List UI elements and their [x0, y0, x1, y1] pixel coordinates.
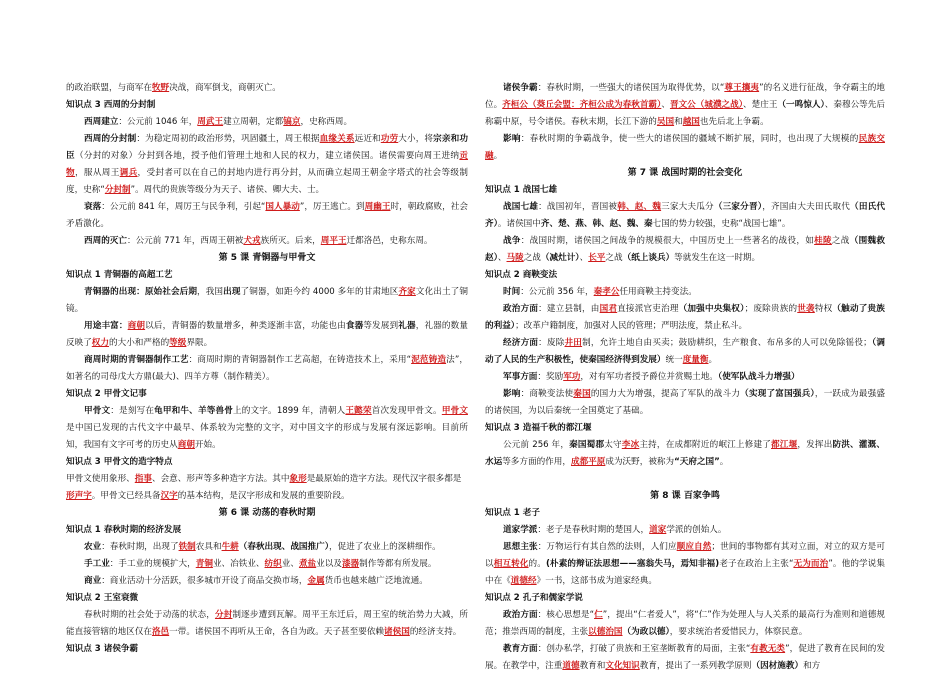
paragraph-seven-states	[485, 199, 885, 233]
lesson-title: 第 6 课 动荡的春秋时期	[218, 508, 316, 518]
text: 决战，商军倒戈，商朝灭亡。	[169, 83, 281, 93]
keyword: 相互转化	[493, 559, 529, 569]
text: 之战	[523, 253, 541, 263]
bold-text: （触动了贵族的利益）	[485, 304, 885, 331]
text: 了铜器，如距今约 4000 多年的甘肃地区	[240, 287, 399, 297]
term: 西周的分封制	[84, 134, 137, 144]
keyword: 形声字	[66, 491, 92, 501]
text: 是中国已发现的古代文字中最早、体系较为完整的文字，对中国文字的形成与发展有深远影响。目前所知，我国有文字可考的历史从	[66, 423, 468, 450]
knowledge-point-heading: 知识点 3 造福千秋的都江堰	[485, 423, 592, 433]
keyword: 桂陵	[814, 236, 832, 246]
term: 战争	[503, 236, 521, 246]
keyword: 泥范铸造	[411, 355, 447, 365]
text: 界限。	[186, 338, 213, 348]
keyword: 无为而治	[793, 559, 829, 569]
keyword: 齐桓公（葵丘会盟：齐桓公成为春秋首霸）	[502, 100, 662, 110]
knowledge-point-heading: 知识点 3 甲骨文的造字特点	[66, 457, 173, 467]
text: 以后，青铜器的数量增多，种类逐渐丰富，功能也由	[145, 321, 346, 331]
keyword: 秦孝公	[593, 287, 620, 297]
paragraph-fall	[66, 233, 468, 250]
knowledge-point-heading: 知识点 2 甲骨文记事	[66, 389, 147, 399]
text: ，促进了农业上的深耕细作。	[329, 542, 441, 552]
text: 制逐步遭到瓦解。周平王东迁后，周王室的统治势力大减，所能直接管辖的地区仅在	[66, 610, 468, 637]
text: 、楚庄王	[743, 100, 778, 110]
paragraph-commerce	[66, 573, 468, 590]
keyword: 长平	[588, 253, 606, 263]
text: ：商业活动十分活跃，很多城市开设了商品交换市场，	[101, 576, 308, 586]
keyword: 血缘关系	[319, 134, 355, 144]
text: 直接派官吏治理	[617, 304, 679, 314]
keyword: 民族交融	[485, 134, 885, 161]
paragraph-dujiangyan	[485, 437, 885, 471]
text: 太守	[604, 440, 622, 450]
keyword: 铁制	[178, 542, 196, 552]
text: 农具和	[195, 542, 222, 552]
paragraph-taoism	[485, 522, 885, 539]
keyword: 王懿荣	[345, 406, 372, 416]
keyword: 仁	[594, 610, 603, 620]
text: ：是刻写在	[110, 406, 155, 416]
text: ”。周代的贵族等级分为天子、诸侯、卿大夫、士。	[130, 185, 325, 195]
text: ：创办私学，打破了贵族和王室垄断教育的局面，主张“	[537, 644, 751, 654]
text: 之战	[605, 253, 623, 263]
paragraph-character-methods	[66, 471, 468, 505]
keyword: 功劳	[380, 134, 399, 144]
keyword: 等级	[169, 338, 187, 348]
knowledge-point-heading: 知识点 2 商鞅变法	[485, 270, 558, 280]
text: ：公元前 1046 年，	[118, 117, 198, 127]
keyword: 周武王	[197, 117, 224, 127]
text: 和方	[803, 661, 821, 671]
keyword: 秦国	[573, 389, 591, 399]
keyword: 牛耕	[221, 542, 239, 552]
text: 法”，如著名的司母戊大方鼎(最大)、四羊方尊（制作精美）。	[66, 355, 468, 382]
keyword: 诸侯国	[384, 627, 410, 637]
text: 。诸侯国中	[497, 219, 541, 229]
text: （分封的对象）分封到各地，授予他们管理土地和人民的权力，建立诸侯国。诸侯需要向周王进纳	[74, 151, 460, 161]
text: ：春秋时期，出现了	[101, 542, 179, 552]
text: ：商鞅变法使	[520, 389, 574, 399]
text: ：战国时期，诸侯国之间战争的规模很大，中国历史上一些著名的战役，如	[520, 236, 815, 246]
text: 等多方面的作用，	[502, 457, 571, 467]
keyword: 指事	[134, 474, 152, 484]
text: ，史称西周。	[300, 117, 353, 127]
text: ，受封者可以在自己的封地内进行再分封，从而确立起周王朝金字塔式的社会等级制度，史称“	[66, 168, 468, 195]
keyword: 国人暴动	[265, 202, 300, 212]
bold-text: (朴素的辩证法思想——塞翁失马，焉知非福)	[545, 559, 720, 569]
text: 。	[719, 457, 729, 467]
bold-text: （调动了人民的生产积极性，使秦国经济得到发展）	[485, 338, 885, 365]
term: 战国七雄	[503, 202, 539, 212]
text: ；废除贵族的	[744, 304, 798, 314]
text: 三家大夫瓜分	[661, 202, 714, 212]
text: ：手工业的规模扩大，	[109, 559, 196, 569]
bold-text: （为政以德）	[622, 627, 670, 637]
keyword: 调兵	[119, 168, 138, 178]
bold-text: 龟甲和牛、羊等兽骨	[154, 406, 233, 416]
keyword: 越国	[682, 117, 700, 127]
text: 之战	[831, 236, 850, 246]
paragraph-fenfeng	[66, 131, 468, 199]
keyword: 以德治国	[588, 627, 623, 637]
term: 甲骨文	[84, 406, 111, 416]
keyword: 军功	[563, 372, 581, 382]
bold-text: 宗亲和功臣	[66, 134, 468, 161]
text: 的国力大为增强，提高了军队的战斗力	[590, 389, 741, 399]
knowledge-point-heading: 知识点 2 王室衰微	[66, 593, 139, 603]
bold-text: （使军队战斗力增强）	[717, 372, 800, 382]
bold-text: （纸上谈兵）	[622, 253, 675, 263]
paragraph-hegemony-impact	[485, 131, 885, 165]
bold-text: 食器	[345, 321, 364, 331]
keyword: 井田	[564, 338, 583, 348]
text: ，对有军功者授予爵位并赏赐土地。	[580, 372, 718, 382]
text: ：战国初年，晋国被	[538, 202, 618, 212]
paragraph-oracle-bone	[66, 403, 468, 454]
term: 西周建立	[84, 117, 119, 127]
text: 特权	[814, 304, 833, 314]
keyword: 道德	[562, 661, 580, 671]
text: 族所灭。后来，	[260, 236, 321, 246]
text: 上的文字。1899 年，清朝人	[233, 406, 346, 416]
lesson-title: 第 7 课 战国时期的社会变化	[627, 168, 743, 178]
term: 道家学派	[503, 525, 538, 535]
keyword: 分封制	[104, 185, 131, 195]
text: ”，促进了教育在民间的发展。在教学中，注重	[485, 644, 885, 671]
keyword: 道德经	[510, 576, 537, 586]
text: ：春秋时期，一些强大的诸侯国为取得优势，以“	[537, 83, 725, 93]
text: 主持，在成都附近的岷江上修建了	[639, 440, 772, 450]
bold-text: 出现	[223, 287, 241, 297]
knowledge-point-heading: 知识点 1 春秋时期的经济发展	[66, 525, 182, 535]
text: 、	[497, 253, 507, 263]
bold-text: “天府之国”	[674, 457, 720, 467]
paragraph-confucius-education	[485, 641, 885, 675]
term: 西周的灭亡	[84, 236, 127, 246]
bold-text: （春秋出现、战国推广）	[238, 542, 329, 552]
text: 一带。诸侯国不再听从王命，各自为政。天子甚至要依赖	[169, 627, 385, 637]
bold-text: （三家分晋）	[713, 202, 763, 212]
text: ”的名义进行征战，争夺霸主的地位。	[485, 83, 885, 110]
paragraph-handicraft	[66, 556, 468, 573]
keyword: 有教无类	[750, 644, 786, 654]
text: 、会意、形声等多种造字方法。其中	[151, 474, 290, 484]
text: 远近和	[354, 134, 381, 144]
knowledge-point-heading: 知识点 1 老子	[485, 508, 540, 518]
text: ：废除	[538, 338, 565, 348]
term: 政治方面	[503, 304, 539, 314]
keyword: 权力	[91, 338, 109, 348]
text: 的大小和严格的	[109, 338, 170, 348]
bold-text: （实现了富国强兵）	[740, 389, 815, 399]
keyword: 青铜	[195, 559, 213, 569]
text: 、	[661, 100, 670, 110]
text: 货币也越来越广泛地流通。	[324, 576, 428, 586]
text: ，一跃成为最强盛的诸侯国，为以后秦统一全国奠定了基础。	[485, 389, 885, 416]
text: 首次发现甲骨文。	[371, 406, 442, 416]
text: 、	[579, 253, 589, 263]
text: ；世间的事物都有其对立面，对立的双方是可以	[485, 542, 885, 569]
text: 是最原始的造字方法。现代汉字很多都是	[306, 474, 462, 484]
text: ：公元前 356 年，	[520, 287, 594, 297]
text: ：奖励	[537, 372, 564, 382]
text: 文化出土了铜镜。	[66, 287, 468, 314]
bold-text: （一鸣惊人）	[777, 100, 825, 110]
knowledge-point-heading: 知识点 1 青铜器的高超工艺	[66, 270, 173, 280]
knowledge-point-heading: 知识点 3 西周的分封制	[66, 100, 156, 110]
text: 。	[708, 355, 718, 365]
keyword: 李冰	[621, 440, 640, 450]
text: ，要求统治者爱惜民力，体察民意。	[669, 627, 808, 637]
bold-text: （田氏代齐）	[485, 202, 885, 229]
keyword: 洛邑	[151, 627, 170, 637]
text: 学派的创始人。	[666, 525, 727, 535]
paragraph-decline	[66, 199, 468, 233]
keyword: 金属	[307, 576, 325, 586]
keyword: 犬戎	[243, 236, 261, 246]
text: 统一	[665, 355, 683, 365]
text: 业以及	[316, 559, 342, 569]
keyword: 镐京	[283, 117, 301, 127]
paragraph-bronze-craft	[66, 352, 468, 386]
bold-text: 礼器	[398, 321, 416, 331]
text: 老子在政治上主张“	[719, 559, 794, 569]
text: 制，允许土地自由买卖；鼓励耕织，生产粮食、布帛多的人可以免除徭役；	[582, 338, 872, 348]
bold-text: 防洪、灌溉、水运	[485, 440, 885, 467]
paragraph-muye	[66, 80, 468, 97]
text: ，齐国由大夫田氏取代	[762, 202, 851, 212]
text: 。甲骨文已经具备	[91, 491, 161, 501]
keyword: 文化知识	[605, 661, 640, 671]
text: ”。他的学说集中在《	[485, 559, 886, 586]
keyword: 汉字	[160, 491, 178, 501]
paragraph-wars	[485, 233, 885, 267]
term: 军事方面	[503, 372, 538, 382]
paragraph-confucius-politics	[485, 607, 885, 641]
keyword: 道家	[649, 525, 667, 535]
term: 衰落	[84, 202, 102, 212]
text: 也先后北上争霸。	[699, 117, 769, 127]
keyword: 甲骨文	[441, 406, 468, 416]
text: 建立周朝，定都	[223, 117, 284, 127]
keyword: 顺应自然	[676, 542, 712, 552]
term: 教育方面	[503, 644, 538, 654]
text: ：春秋时期的争霸战争，使一些大的诸侯国的疆域不断扩展，同时，也出现了大规模的	[520, 134, 859, 144]
text: 春秋时期的社会处于动荡的状态，	[84, 610, 215, 620]
text: ；改革户籍制度，加强对人民的管理；严明法度，禁止私斗。	[515, 321, 748, 331]
keyword: 晋文公（城濮之战）	[669, 100, 744, 110]
text: ”，厉王逃亡。到	[299, 202, 365, 212]
term: 商周时期的青铜器制作工艺	[84, 355, 189, 365]
term: 影响	[503, 389, 521, 399]
term: 手工业	[84, 559, 110, 569]
paragraph-reform-politics	[485, 301, 885, 335]
text: 和	[674, 117, 683, 127]
paragraph-hegemony	[485, 80, 885, 131]
keyword: 贡物	[66, 151, 468, 178]
keyword: 商朝	[177, 440, 195, 450]
term: 影响	[503, 134, 521, 144]
keyword: 国君	[599, 304, 618, 314]
keyword: 吴国	[656, 117, 675, 127]
text: 制作等都有所发展。	[359, 559, 437, 569]
term: 商业	[84, 576, 102, 586]
knowledge-point-heading: 知识点 3 诸侯争霸	[66, 644, 139, 654]
right-column	[485, 80, 885, 675]
text: 七国的势力较强，史称“战国七雄”。	[652, 219, 791, 229]
text: ”，提出“仁者爱人”，将“仁”作为处理人与人关系的最高行为准则和道德规范；推崇西周的制度，主张	[485, 610, 886, 637]
bold-text: （因材施教）	[751, 661, 804, 671]
text: 迁都洛邑，史称东周。	[346, 236, 433, 246]
spacer	[485, 471, 885, 488]
lesson-title: 第 8 课 百家争鸣	[650, 491, 720, 501]
paragraph-reform-time	[485, 284, 885, 301]
text: 教育，提出了一系列教学原则	[639, 661, 752, 671]
lesson-title: 第 5 课 青铜器与甲骨文	[218, 253, 316, 263]
text: 业、冶铁业、	[212, 559, 265, 569]
text: 教育和	[579, 661, 606, 671]
paragraph-reform-impact	[485, 386, 885, 420]
keyword: 周平王	[320, 236, 347, 246]
knowledge-point-heading: 知识点 1 战国七雄	[485, 185, 558, 195]
paragraph-agriculture	[66, 539, 468, 556]
keyword: 牧野	[151, 83, 170, 93]
text: ，发挥出	[797, 440, 833, 450]
paragraph-bronze-origin	[66, 284, 468, 318]
keyword: 尊王攘夷	[724, 83, 760, 93]
text: 。	[493, 151, 503, 161]
text: 的政治联盟，与商军在	[66, 83, 152, 93]
paragraph-reform-economy	[485, 335, 885, 369]
bold-text: （围魏救赵）	[485, 236, 885, 263]
bold-text: （加强中央集权）	[678, 304, 745, 314]
text: 等发展到	[363, 321, 399, 331]
keyword: 商朝	[127, 321, 146, 331]
text: ，礼器的数量反映了	[66, 321, 468, 348]
text: ，我国	[197, 287, 224, 297]
text: 甲骨文使用象形、	[66, 474, 135, 484]
paragraph-bronze-use	[66, 318, 468, 352]
keyword: 世袭	[797, 304, 815, 314]
left-column	[66, 80, 468, 658]
text: 成为沃野，被称为	[605, 457, 675, 467]
text: 大小，将	[398, 134, 434, 144]
keyword: 马陵	[506, 253, 524, 263]
keyword: 象形	[289, 474, 307, 484]
text: 业、	[281, 559, 299, 569]
knowledge-point-heading: 知识点 2 孔子和儒家学说	[485, 593, 583, 603]
term: 政治方面	[503, 610, 538, 620]
text: 任用商鞅主持变法。	[619, 287, 697, 297]
text: 等就发生在这一时期。	[674, 253, 761, 263]
text: ：老子是春秋时期的楚国人，	[537, 525, 650, 535]
paragraph-royal-decline	[66, 607, 468, 641]
keyword: 分封	[214, 610, 233, 620]
term: 思想主张	[503, 542, 538, 552]
text: ，服从周王	[74, 168, 120, 178]
keyword: 都江堰	[771, 440, 798, 450]
keyword: 韩、赵、魏	[617, 202, 662, 212]
text: ：公元前 771 年，西周王朝被	[126, 236, 244, 246]
paragraph-laozi-thought	[485, 539, 885, 590]
term: 诸侯争霸	[503, 83, 538, 93]
keyword: 度量衡	[682, 355, 709, 365]
text: ：核心思想是“	[537, 610, 595, 620]
keyword: 漆器	[341, 559, 360, 569]
keyword: 纺织	[264, 559, 282, 569]
text: 》一书，这部书成为道家经典。	[536, 576, 657, 586]
text: 的。	[528, 559, 546, 569]
text: ：建立县制，由	[538, 304, 600, 314]
term: 经济方面	[503, 338, 539, 348]
text: ：万物运行有其自然的法则，人们应	[537, 542, 677, 552]
text: 时，朝政腐败，社会矛盾激化。	[66, 202, 468, 229]
text: 公元前 256 年，	[503, 440, 570, 450]
bold-text: 秦国蜀郡	[569, 440, 605, 450]
text: ：商周时期的青铜器制作工艺高超，在铸造技术上，采用“	[188, 355, 412, 365]
text: ：为稳定周初的政治形势，巩固疆土，周王根据	[136, 134, 320, 144]
term: 时间	[503, 287, 521, 297]
term: 用途丰富：	[84, 321, 128, 331]
text: 的基本结构，是汉字形成和发展的重要阶段。	[177, 491, 350, 501]
keyword: 齐家	[398, 287, 416, 297]
text: 、秦穆公等先后称霸中原，号令诸侯。春秋末期，长江下游的	[485, 100, 885, 127]
paragraph-xizhou-founding	[66, 114, 468, 131]
keyword: 成都平原	[570, 457, 606, 467]
paragraph-reform-military	[485, 369, 885, 386]
text: 开始。	[194, 440, 221, 450]
text: 的经济支持。	[409, 627, 462, 637]
bold-text: （减灶计）	[540, 253, 580, 263]
text: ：公元前 841 年，周厉王与民争利，引起“	[101, 202, 266, 212]
keyword: 煮盐	[298, 559, 317, 569]
keyword: 周幽王	[364, 202, 391, 212]
term: 青铜器的出现：原始社会后期	[84, 287, 198, 297]
bold-text: 齐、楚、燕、韩、赵、魏、秦	[540, 219, 653, 229]
term: 农业	[84, 542, 102, 552]
